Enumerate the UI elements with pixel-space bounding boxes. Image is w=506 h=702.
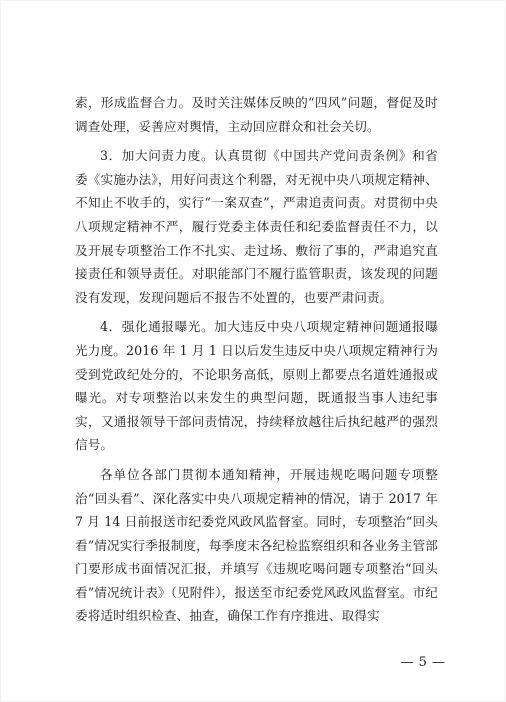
paragraph-continuation: 索，形成监督合力。及时关注媒体反映的“四风”问题，督促及时调查处理，妥善应对舆情，主动回应群众和社会关切。 [75,95,438,134]
page-number: — 5 — [400,655,446,670]
paragraph-reporting: 各单位各部门贯彻本通知精神，开展违规吃喝问题专项整治“回头看”、深化落实中央八项规定精神的情况，请于 2017 年 7 月 14 日前报送市纪委党风政风监督室。同时，专项整治“回头看”情况实行季报制度，每季度末各纪检监察组织和各业务主管部门要形成书面情况汇报，并填写《违规吃喝问题专项整治“回头看”情况统计表》（见附件），报送至市纪委党风政风监督室。市纪委将适时组织检查、抽查，确保工作有序推进、取得实 [75,466,438,624]
paragraph-disclosure: 4．强化通报曝光。加大违反中央八项规定精神问题通报曝光力度。2016 年 1 月 1 日以后发生违反中央八项规定精神行为受到党政纪处分的，不论职务高低，原则上都要点名道姓通报或曝光。对专项整治以来发生的典型问题，既通报当事人违纪事实，又通报领导干部问责情况，持续释放越往后执纪越严的强烈信号。 [75,319,438,453]
document-body [75,91,438,634]
paragraph-accountability: 3．加大问责力度。认真贯彻《中国共产党问责条例》和省委《实施办法》，用好问责这个利器，对无视中央八项规定精神、不知止不收手的，实行“一案双查”，严肃追责问责。对贯彻中央八项规定精神不严，履行党委主体责任和纪委监督责任不力，以及开展专项整治工作不扎实、走过场、敷衍了事的，严肃追究直接责任和领导责任。对职能部门不履行监管职责，该发现的问题没有发现，发现问题后不报告不处置的，也要严肃问责。 [75,148,438,305]
